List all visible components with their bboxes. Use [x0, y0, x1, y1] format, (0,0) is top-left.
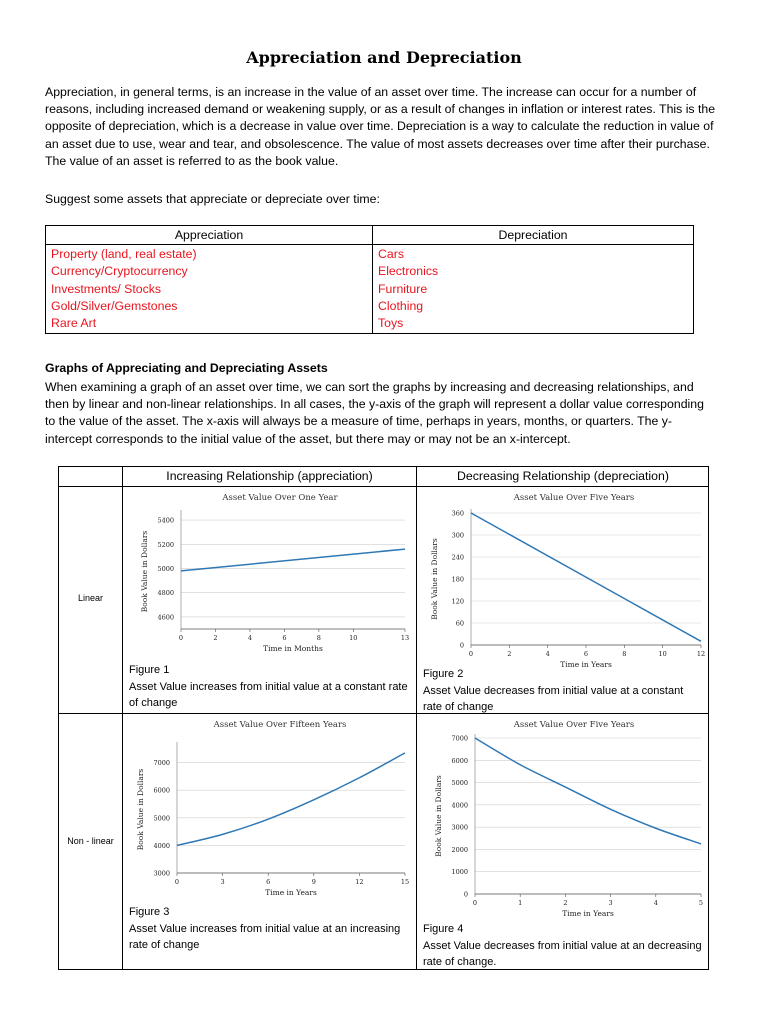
x-tick-label: 6	[266, 878, 271, 886]
list-item: Investments/ Stocks	[51, 281, 162, 296]
list-item: Electronics	[378, 264, 439, 279]
list-item: Toys	[378, 316, 404, 331]
assets-table	[45, 225, 694, 334]
y-tick-label: 300	[451, 531, 464, 540]
row-label-nonlinear: Non - linear	[67, 836, 114, 846]
x-tick-label: 8	[622, 650, 627, 658]
y-tick-label: 5000	[157, 564, 174, 573]
graphs-heading: Graphs of Appreciating and Depreciating Assets	[45, 361, 328, 375]
y-axis-label: Book Value in Dollars	[434, 775, 443, 857]
y-tick-label: 2000	[451, 845, 468, 854]
y-tick-label: 180	[451, 575, 464, 584]
intro-paragraph: Appreciation, in general terms, is an increase in the value of an asset over time. The increase can occur for a number of reasons, including increased demand or weakening supply, or as a result of changes in inflation or interest rates. This is the opposite of depreciation, which is a decrease in value over time. Depreciation is a way to calculate the reduction in value of an asset due to use, wear and tear, and obsolescence. The value of most assets decreases over time after their purchase. The value of an asset is referred to as the book value.	[45, 85, 716, 168]
chart-title: Asset Value Over Fifteen Years	[213, 720, 347, 730]
y-tick-label: 0	[459, 641, 464, 650]
graph-table	[58, 466, 709, 970]
chart-title: Asset Value Over Five Years	[513, 493, 635, 503]
x-tick-label: 2	[213, 634, 218, 642]
x-tick-label: 6	[583, 650, 589, 658]
column-divider	[416, 467, 417, 969]
figure2-label: Figure 2	[423, 668, 464, 680]
chart-fig2	[419, 489, 709, 669]
x-tick-label: 3	[220, 878, 225, 886]
x-tick-label: 13	[400, 634, 410, 642]
depreciation-header: Depreciation	[373, 226, 694, 245]
y-tick-label: 4000	[451, 801, 468, 810]
y-axis-label: Book Value in Dollars	[430, 538, 439, 620]
y-tick-label: 4000	[153, 841, 170, 850]
x-tick-label: 0	[178, 634, 184, 642]
x-tick-label: 0	[174, 878, 180, 886]
x-tick-label: 4	[247, 634, 252, 642]
figure4-text: Asset Value decreases from initial value at an decreasing rate of change.	[423, 939, 702, 968]
y-tick-label: 5200	[157, 540, 174, 549]
y-tick-label: 5000	[153, 814, 170, 823]
figure2-text: Asset Value decreases from initial value at a constant rate of change	[423, 684, 684, 713]
header-divider	[59, 486, 708, 487]
y-tick-label: 360	[451, 509, 464, 518]
x-tick-label: 9	[311, 878, 316, 886]
page-title: Appreciation and Depreciation	[246, 48, 522, 67]
series-line	[177, 753, 405, 845]
y-tick-label: 6000	[451, 756, 468, 765]
figure4-caption	[423, 921, 705, 971]
y-tick-label: 1000	[451, 868, 468, 877]
figure1-caption	[129, 662, 409, 712]
x-tick-label: 8	[316, 634, 321, 642]
figure2-caption	[423, 666, 705, 716]
x-tick-label: 12	[355, 878, 364, 886]
chart-fig4	[419, 716, 709, 921]
list-item: Rare Art	[51, 316, 97, 331]
x-tick-label: 2	[507, 650, 512, 658]
list-item: Currency/Cryptocurrency	[51, 264, 188, 279]
figure3-text: Asset Value increases from initial value at an increasing rate of change	[129, 922, 401, 951]
series-line	[181, 549, 405, 571]
appreciation-answers	[46, 245, 373, 334]
x-tick-label: 4	[545, 650, 550, 658]
x-tick-label: 10	[349, 634, 358, 642]
appreciation-header: Appreciation	[46, 226, 373, 245]
chart-fig1	[125, 489, 415, 659]
x-tick-label: 6	[282, 634, 287, 642]
y-tick-label: 120	[451, 597, 464, 606]
series-line	[475, 738, 701, 844]
figure1-text: Asset Value increases from initial value at a constant rate of change	[129, 680, 408, 709]
list-item: Furniture	[378, 281, 428, 296]
x-axis-label: Time in Months	[263, 644, 323, 653]
figure1-label: Figure 1	[129, 664, 170, 676]
x-tick-label: 3	[608, 899, 613, 907]
list-item: Property (land, real estate)	[51, 247, 197, 261]
row-label-linear: Linear	[77, 593, 104, 603]
depreciation-answers	[373, 245, 694, 334]
x-tick-label: 2	[563, 899, 568, 907]
figure4-label: Figure 4	[423, 923, 464, 935]
y-tick-label: 7000	[451, 734, 468, 743]
series-line	[471, 513, 701, 641]
y-tick-label: 4600	[157, 613, 174, 622]
figure3-caption	[129, 904, 409, 954]
y-axis-label: Book Value in Dollars	[136, 768, 145, 851]
x-axis-label: Time in Years	[560, 660, 612, 669]
x-tick-label: 0	[468, 650, 474, 658]
x-axis-label: Time in Years	[562, 909, 614, 918]
y-tick-label: 60	[455, 619, 464, 628]
y-tick-label: 3000	[451, 823, 468, 832]
suggest-prompt: Suggest some assets that appreciate or depreciate over time:	[45, 192, 380, 206]
x-tick-label: 12	[696, 650, 706, 658]
x-tick-label: 4	[653, 899, 658, 907]
y-tick-label: 4800	[157, 589, 174, 598]
x-tick-label: 1	[518, 899, 523, 907]
chart-fig3	[125, 716, 415, 901]
increasing-column-header: Increasing Relationship (appreciation)	[166, 469, 373, 483]
x-axis-label: Time in Years	[265, 888, 317, 897]
column-divider	[122, 467, 123, 969]
y-axis-label: Book Value in Dollars	[140, 530, 149, 613]
chart-title: Asset Value Over Five Years	[513, 720, 635, 730]
y-tick-label: 5000	[451, 779, 468, 788]
chart-title: Asset Value Over One Year	[222, 493, 338, 503]
y-tick-label: 7000	[153, 759, 170, 768]
x-tick-label: 10	[658, 650, 667, 658]
y-tick-label: 0	[463, 890, 468, 899]
y-tick-label: 6000	[153, 786, 170, 795]
decreasing-column-header: Decreasing Relationship (depreciation)	[457, 469, 669, 483]
y-tick-label: 240	[451, 553, 464, 562]
list-item: Gold/Silver/Gemstones	[51, 298, 178, 313]
list-item: Clothing	[378, 298, 424, 313]
y-tick-label: 5400	[157, 516, 174, 525]
x-tick-label: 0	[472, 899, 478, 907]
x-tick-label: 5	[698, 899, 704, 907]
x-tick-label: 15	[400, 878, 410, 886]
y-tick-label: 3000	[153, 869, 170, 878]
graphs-paragraph: When examining a graph of an asset over time, we can sort the graphs by increasing and decreasing relationships, and then by linear and non-linear relationships. In all cases, the y-axis of the graph will represent a dollar value corresponding to the value of the asset. The x-axis will always be a measure of time, perhaps in years, months, or quarters. The y-intercept corresponds to the initial value of the asset, but there may or may not be an x-intercept.	[45, 380, 704, 446]
list-item: Cars	[378, 247, 404, 261]
figure3-label: Figure 3	[129, 906, 170, 918]
